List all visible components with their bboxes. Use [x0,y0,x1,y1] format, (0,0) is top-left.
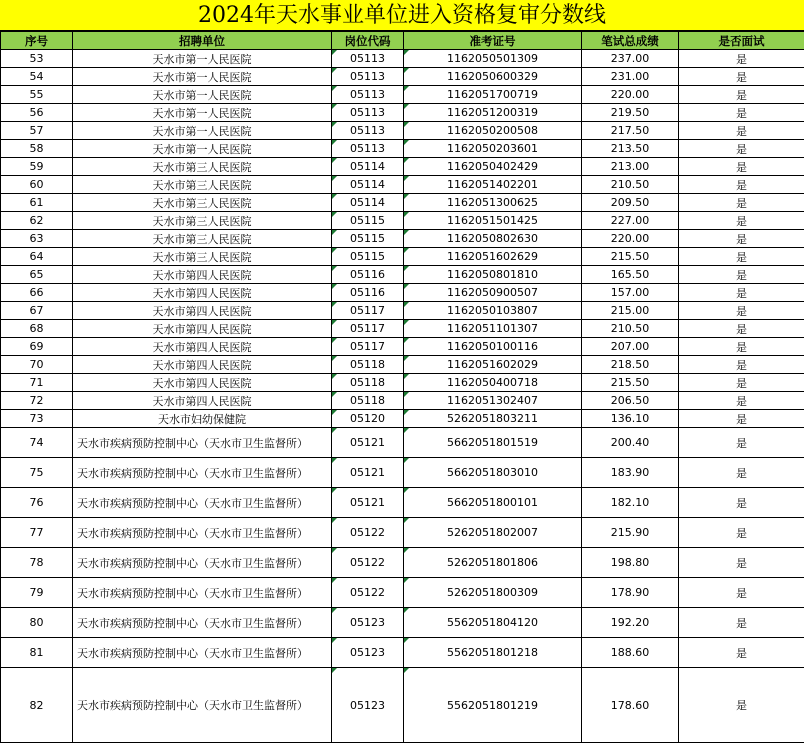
cell-unit[interactable]: 天水市第四人民医院 [73,284,332,302]
table-row [1,410,804,428]
cell-seq[interactable]: 55 [1,86,73,104]
cell-score[interactable]: 227.00 [582,212,679,230]
table-row [1,176,804,194]
cell-ticket[interactable]: 5662051803010 [404,458,582,488]
cell-unit[interactable]: 天水市第三人民医院 [73,248,332,266]
cell-unit[interactable]: 天水市第四人民医院 [73,374,332,392]
cell-ticket[interactable]: 5562051804120 [404,608,582,638]
cell-interview[interactable]: 是 [679,86,804,104]
cell-score[interactable]: 210.50 [582,176,679,194]
cell-ticket[interactable]: 1162051200319 [404,104,582,122]
table-row [1,392,804,410]
table-row [1,212,804,230]
table-row [1,548,804,578]
cell-unit[interactable]: 天水市疾病预防控制中心（天水市卫生监督所） [73,578,332,608]
cell-score[interactable]: 215.50 [582,248,679,266]
cell-code[interactable]: 05116 [332,266,404,284]
cell-unit[interactable]: 天水市第一人民医院 [73,140,332,158]
cell-score[interactable]: 136.10 [582,410,679,428]
cell-ticket[interactable]: 1162050402429 [404,158,582,176]
cell-code[interactable]: 05118 [332,374,404,392]
cell-interview[interactable]: 是 [679,578,804,608]
cell-ticket[interactable]: 1162050600329 [404,68,582,86]
cell-ticket[interactable]: 1162050200508 [404,122,582,140]
cell-seq[interactable]: 61 [1,194,73,212]
table-row [1,248,804,266]
cell-ticket[interactable]: 1162050801810 [404,266,582,284]
cell-unit[interactable]: 天水市第一人民医院 [73,122,332,140]
cell-score[interactable]: 237.00 [582,50,679,68]
table-row [1,302,804,320]
cell-interview[interactable]: 是 [679,608,804,638]
cell-unit[interactable]: 天水市第三人民医院 [73,212,332,230]
cell-seq[interactable]: 54 [1,68,73,86]
sheet-title: 2024年天水事业单位进入资格复审分数线 [0,0,804,31]
cell-score[interactable]: 209.50 [582,194,679,212]
cell-seq[interactable]: 66 [1,284,73,302]
cell-seq[interactable]: 60 [1,176,73,194]
cell-score[interactable]: 220.00 [582,230,679,248]
table-row [1,158,804,176]
table-row [1,338,804,356]
cell-interview[interactable]: 是 [679,548,804,578]
cell-ticket[interactable]: 1162050802630 [404,230,582,248]
cell-ticket[interactable]: 1162050501309 [404,50,582,68]
cell-interview[interactable]: 是 [679,266,804,284]
cell-unit[interactable]: 天水市第四人民医院 [73,320,332,338]
cell-code[interactable]: 05121 [332,428,404,458]
cell-score[interactable]: 188.60 [582,638,679,668]
cell-unit[interactable]: 天水市妇幼保健院 [73,410,332,428]
table-row [1,140,804,158]
cell-code[interactable]: 05113 [332,140,404,158]
cell-code[interactable]: 05122 [332,548,404,578]
cell-interview[interactable]: 是 [679,392,804,410]
cell-ticket[interactable]: 1162051602629 [404,248,582,266]
table-row [1,68,804,86]
cell-score[interactable]: 207.00 [582,338,679,356]
cell-score[interactable]: 231.00 [582,68,679,86]
cell-ticket[interactable]: 1162050103807 [404,302,582,320]
table-row [1,86,804,104]
cell-interview[interactable]: 是 [679,248,804,266]
cell-code[interactable]: 05113 [332,122,404,140]
cell-code[interactable]: 05123 [332,668,404,743]
cell-score[interactable]: 220.00 [582,86,679,104]
cell-ticket[interactable]: 5262051803211 [404,410,582,428]
cell-seq[interactable]: 64 [1,248,73,266]
cell-interview[interactable]: 是 [679,140,804,158]
cell-interview[interactable]: 是 [679,458,804,488]
header-seq[interactable]: 序号 [1,32,73,50]
cell-unit[interactable]: 天水市第四人民医院 [73,392,332,410]
cell-seq[interactable]: 76 [1,488,73,518]
cell-unit[interactable]: 天水市第四人民医院 [73,356,332,374]
cell-code[interactable]: 05117 [332,320,404,338]
cell-seq[interactable]: 65 [1,266,73,284]
cell-code[interactable]: 05121 [332,458,404,488]
table-row [1,122,804,140]
cell-code[interactable]: 05116 [332,284,404,302]
cell-ticket[interactable]: 1162051300625 [404,194,582,212]
cell-ticket[interactable]: 1162051101307 [404,320,582,338]
table-row [1,458,804,488]
cell-code[interactable]: 05113 [332,86,404,104]
table-row [1,356,804,374]
cell-seq[interactable]: 78 [1,548,73,578]
cell-ticket[interactable]: 1162051700719 [404,86,582,104]
cell-ticket[interactable]: 5562051801218 [404,638,582,668]
cell-unit[interactable]: 天水市疾病预防控制中心（天水市卫生监督所） [73,548,332,578]
cell-seq[interactable]: 57 [1,122,73,140]
cell-ticket[interactable]: 5262051800309 [404,578,582,608]
cell-seq[interactable]: 69 [1,338,73,356]
header-ticket[interactable]: 准考证号 [404,32,582,50]
table-row [1,638,804,668]
cell-seq[interactable]: 73 [1,410,73,428]
cell-interview[interactable]: 是 [679,338,804,356]
cell-unit[interactable]: 天水市第一人民医院 [73,50,332,68]
cell-seq[interactable]: 75 [1,458,73,488]
cell-interview[interactable]: 是 [679,668,804,743]
table-row [1,50,804,68]
cell-score[interactable]: 219.50 [582,104,679,122]
header-score[interactable]: 笔试总成绩 [582,32,679,50]
cell-unit[interactable]: 天水市疾病预防控制中心（天水市卫生监督所） [73,458,332,488]
table-row [1,578,804,608]
cell-seq[interactable]: 53 [1,50,73,68]
cell-score[interactable]: 198.80 [582,548,679,578]
table-row [1,230,804,248]
cell-seq[interactable]: 58 [1,140,73,158]
cell-score[interactable]: 178.90 [582,578,679,608]
cell-interview[interactable]: 是 [679,158,804,176]
cell-score[interactable]: 215.50 [582,374,679,392]
cell-seq[interactable]: 81 [1,638,73,668]
cell-seq[interactable]: 74 [1,428,73,458]
cell-ticket[interactable]: 1162050203601 [404,140,582,158]
cell-ticket[interactable]: 1162051302407 [404,392,582,410]
cell-unit[interactable]: 天水市第三人民医院 [73,158,332,176]
cell-unit[interactable]: 天水市第三人民医院 [73,176,332,194]
cell-code[interactable]: 05113 [332,50,404,68]
cell-interview[interactable]: 是 [679,518,804,548]
cell-interview[interactable]: 是 [679,302,804,320]
cell-seq[interactable]: 80 [1,608,73,638]
header-row [1,32,804,50]
cell-code[interactable]: 05118 [332,356,404,374]
cell-unit[interactable]: 天水市第一人民医院 [73,68,332,86]
cell-interview[interactable]: 是 [679,428,804,458]
cell-interview[interactable]: 是 [679,356,804,374]
cell-interview[interactable]: 是 [679,122,804,140]
cell-seq[interactable]: 70 [1,356,73,374]
cell-code[interactable]: 05113 [332,104,404,122]
cell-interview[interactable]: 是 [679,194,804,212]
cell-ticket[interactable]: 1162051602029 [404,356,582,374]
cell-score[interactable]: 213.00 [582,158,679,176]
cell-score[interactable]: 183.90 [582,458,679,488]
cell-ticket[interactable]: 1162051402201 [404,176,582,194]
header-unit[interactable]: 招聘单位 [73,32,332,50]
cell-score[interactable]: 200.40 [582,428,679,458]
cell-ticket[interactable]: 1162050400718 [404,374,582,392]
cell-code[interactable]: 05114 [332,158,404,176]
cell-seq[interactable]: 71 [1,374,73,392]
cell-score[interactable]: 210.50 [582,320,679,338]
cell-ticket[interactable]: 5262051802007 [404,518,582,548]
cell-interview[interactable]: 是 [679,374,804,392]
cell-code[interactable]: 05122 [332,578,404,608]
table-row [1,668,804,743]
cell-score[interactable]: 215.00 [582,302,679,320]
cell-ticket[interactable]: 1162050900507 [404,284,582,302]
cell-ticket[interactable]: 5262051801806 [404,548,582,578]
cell-seq[interactable]: 59 [1,158,73,176]
cell-code[interactable]: 05115 [332,230,404,248]
cell-seq[interactable]: 72 [1,392,73,410]
cell-interview[interactable]: 是 [679,104,804,122]
cell-interview[interactable]: 是 [679,320,804,338]
cell-unit[interactable]: 天水市第四人民医院 [73,266,332,284]
table-row [1,284,804,302]
cell-score[interactable]: 182.10 [582,488,679,518]
cell-code[interactable]: 05115 [332,248,404,266]
cell-code[interactable]: 05123 [332,608,404,638]
cell-interview[interactable]: 是 [679,176,804,194]
cell-unit[interactable]: 天水市第四人民医院 [73,338,332,356]
cell-code[interactable]: 05114 [332,176,404,194]
cell-score[interactable]: 178.60 [582,668,679,743]
cell-ticket[interactable]: 1162051501425 [404,212,582,230]
cell-code[interactable]: 05115 [332,212,404,230]
cell-unit[interactable]: 天水市疾病预防控制中心（天水市卫生监督所） [73,638,332,668]
cell-score[interactable]: 218.50 [582,356,679,374]
cell-interview[interactable]: 是 [679,68,804,86]
cell-score[interactable]: 215.90 [582,518,679,548]
cell-seq[interactable]: 82 [1,668,73,743]
cell-ticket[interactable]: 5662051800101 [404,488,582,518]
cell-score[interactable]: 157.00 [582,284,679,302]
cell-unit[interactable]: 天水市疾病预防控制中心（天水市卫生监督所） [73,428,332,458]
cell-ticket[interactable]: 1162050100116 [404,338,582,356]
cell-interview[interactable]: 是 [679,50,804,68]
header-interview[interactable]: 是否面试 [679,32,804,50]
table-row [1,518,804,548]
cell-score[interactable]: 206.50 [582,392,679,410]
cell-code[interactable]: 05120 [332,410,404,428]
cell-interview[interactable]: 是 [679,230,804,248]
cell-interview[interactable]: 是 [679,638,804,668]
table-row [1,320,804,338]
cell-interview[interactable]: 是 [679,410,804,428]
cell-code[interactable]: 05122 [332,518,404,548]
cell-seq[interactable]: 77 [1,518,73,548]
cell-score[interactable]: 217.50 [582,122,679,140]
score-table [0,31,804,743]
cell-code[interactable]: 05114 [332,194,404,212]
header-code[interactable]: 岗位代码 [332,32,404,50]
cell-seq[interactable]: 68 [1,320,73,338]
cell-score[interactable]: 192.20 [582,608,679,638]
cell-seq[interactable]: 79 [1,578,73,608]
cell-code[interactable]: 05121 [332,488,404,518]
cell-unit[interactable]: 天水市第一人民医院 [73,86,332,104]
cell-interview[interactable]: 是 [679,284,804,302]
cell-code[interactable]: 05117 [332,338,404,356]
cell-code[interactable]: 05113 [332,68,404,86]
cell-unit[interactable]: 天水市疾病预防控制中心（天水市卫生监督所） [73,608,332,638]
cell-ticket[interactable]: 5562051801219 [404,668,582,743]
cell-unit[interactable]: 天水市疾病预防控制中心（天水市卫生监督所） [73,488,332,518]
cell-unit[interactable]: 天水市第三人民医院 [73,194,332,212]
cell-unit[interactable]: 天水市第三人民医院 [73,230,332,248]
table-row [1,488,804,518]
cell-seq[interactable]: 56 [1,104,73,122]
cell-score[interactable]: 165.50 [582,266,679,284]
cell-code[interactable]: 05118 [332,392,404,410]
cell-seq[interactable]: 67 [1,302,73,320]
table-row [1,194,804,212]
table-row [1,104,804,122]
cell-unit[interactable]: 天水市疾病预防控制中心（天水市卫生监督所） [73,668,332,743]
cell-seq[interactable]: 62 [1,212,73,230]
cell-interview[interactable]: 是 [679,488,804,518]
cell-code[interactable]: 05117 [332,302,404,320]
table-row [1,374,804,392]
cell-code[interactable]: 05123 [332,638,404,668]
table-row [1,266,804,284]
cell-unit[interactable]: 天水市第一人民医院 [73,104,332,122]
cell-unit[interactable]: 天水市疾病预防控制中心（天水市卫生监督所） [73,518,332,548]
cell-score[interactable]: 213.50 [582,140,679,158]
cell-seq[interactable]: 63 [1,230,73,248]
cell-ticket[interactable]: 5662051801519 [404,428,582,458]
cell-interview[interactable]: 是 [679,212,804,230]
table-row [1,608,804,638]
table-row [1,428,804,458]
cell-unit[interactable]: 天水市第四人民医院 [73,302,332,320]
